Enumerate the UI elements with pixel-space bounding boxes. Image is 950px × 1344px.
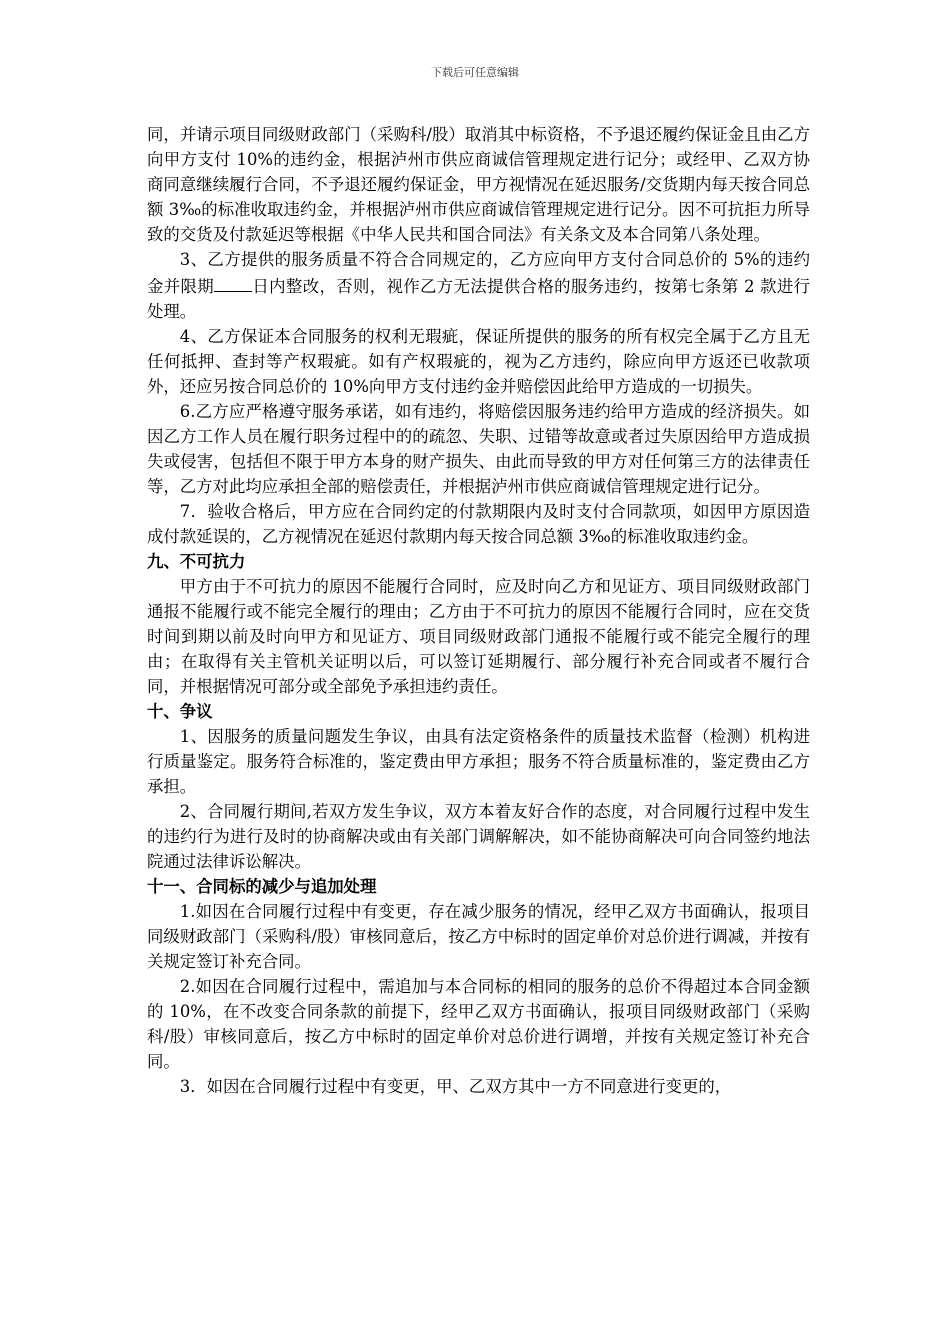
paragraph-clause-4: 4、乙方保证本合同服务的权利无瑕疵，保证所提供的服务的所有权完全属于乙方且无任何抵押、查封等产权瑕疵。如有产权瑕疵的，视为乙方违约，除应向甲方返还已收款项外，还应另按合同总价的 10%向甲方支付违约金并赔偿因此给甲方造成的一切损失。: [147, 327, 810, 396]
document-body: [147, 122, 810, 1099]
section-heading-subject-change: 十一、合同标的减少与追加处理: [147, 877, 377, 896]
paragraph-continued: 同，并请示项目同级财政部门（采购科/股）取消其中标资格，不予退还履约保证金且由乙方向甲方支付 10%的违约金，根据泸州市供应商诚信管理规定进行记分；或经甲、乙双方协商同意继续履行合同，不予退还履约保证金，甲方视情况在延迟服务/交货期内每天按合同总额 3‰的标准收取违约金，并根据泸州市供应商诚信管理规定进行记分。因不可抗拒力所导致的交货及付款延迟等根据《中华人民共和国合同法》有关条文及本合同第八条处理。: [147, 125, 810, 244]
section-heading-dispute: 十、争议: [147, 702, 213, 721]
clause-3-text-b: 日内整改，否则，视作乙方无法提供合格的服务违约，按第七条第 2 款进行处理。: [147, 277, 810, 321]
paragraph-dispute-1: 1、因服务的质量问题发生争议，由具有法定资格条件的质量技术监督（检测）机构进行质量鉴定。服务符合标准的，鉴定费由甲方承担；服务不符合质量标准的，鉴定费由乙方承担。: [147, 727, 810, 796]
blank-days-field: [214, 272, 252, 292]
section-heading-force-majeure: 九、不可抗力: [147, 552, 246, 571]
paragraph-change-1: 1.如因在合同履行过程中有变更，存在减少服务的情况，经甲乙双方书面确认，报项目同级财政部门（采购科/股）审核同意后，按乙方中标时的固定单价对总价进行调减，并按有关规定签订补充合同。: [147, 902, 810, 971]
page-header: 下载后可任意编辑: [431, 66, 519, 79]
paragraph-clause-3: [147, 247, 810, 324]
paragraph-force-majeure: 甲方由于不可抗力的原因不能履行合同时，应及时向乙方和见证方、项目同级财政部门通报不能履行或不能完全履行的理由；乙方由于不可抗力的原因不能履行合同时，应在交货时间到期以前及时向甲方和见证方、项目同级财政部门通报不能履行或不能完全履行的理由；在取得有关主管机关证明以后，可以签订延期履行、部分履行补充合同或者不履行合同，并根据情况可部分或全部免予承担违约责任。: [147, 577, 810, 696]
paragraph-clause-7: 7．验收合格后，甲方应在合同约定的付款期限内及时支付合同款项，如因甲方原因造成付款延误的，乙方视情况在延迟付款期内每天按合同总额 3‰的标准收取违约金。: [147, 502, 810, 546]
paragraph-change-3: 3．如因在合同履行过程中有变更，甲、乙双方其中一方不同意进行变更的，: [179, 1077, 732, 1096]
paragraph-clause-6: 6.乙方应严格遵守服务承诺，如有违约，将赔偿因服务违约给甲方造成的经济损失。如因乙方工作人员在履行职务过程中的的疏忽、失职、过错等故意或者过失原因给甲方造成损失或侵害，包括但不限于甲方本身的财产损失、由此而导致的甲方对任何第三方的法律责任等，乙方对此均应承担全部的赔偿责任，并根据泸州市供应商诚信管理规定进行记分。: [147, 402, 810, 496]
paragraph-change-2: 2.如因在合同履行过程中，需追加与本合同标的相同的服务的总价不得超过本合同金额的 10%，在不改变合同条款的前提下，经甲乙双方书面确认，报项目同级财政部门（采购科/股）审核同意后，按乙方中标时的固定单价对总价进行调增，并按有关规定签订补充合同。: [147, 977, 810, 1071]
clause-3-text-a: 3、乙方提供的服务质量不符合合同规定的，乙方应向甲方支付合同总价的 5%的违约金并限期: [147, 250, 810, 296]
paragraph-dispute-2: 2、合同履行期间,若双方发生争议，双方本着友好合作的态度，对合同履行过程中发生的违约行为进行及时的协商解决或由有关部门调解解决，如不能协商解决可向合同签约地法院通过法律诉讼解决。: [147, 802, 810, 871]
